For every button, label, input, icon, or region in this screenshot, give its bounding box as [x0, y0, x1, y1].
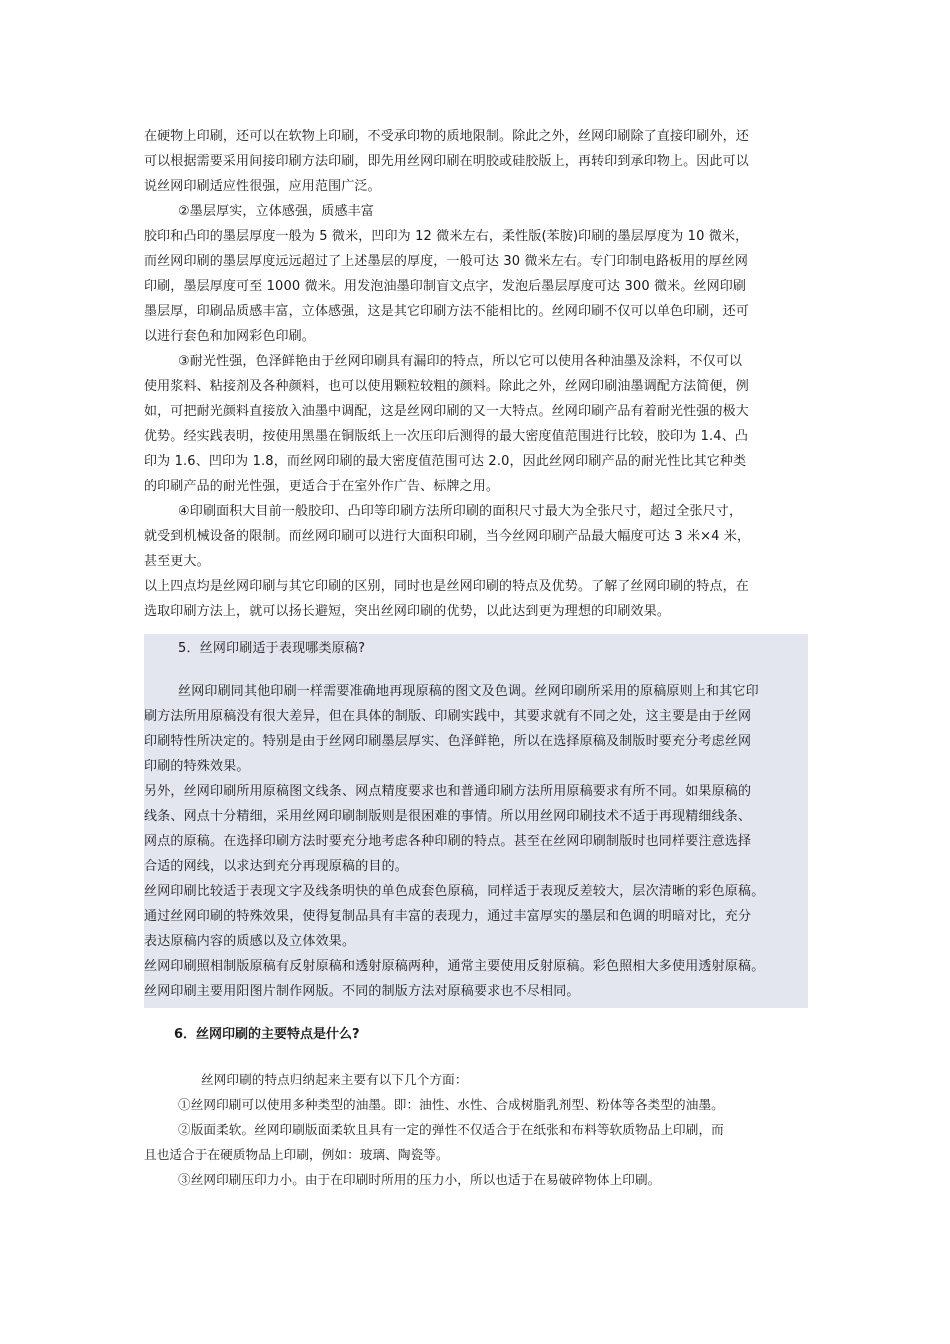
text-line: 丝网印刷同其他印刷一样需要准确地再现原稿的图文及色调。丝网印刷所采用的原稿原则上和其它印 — [178, 684, 759, 699]
text-line: ②版面柔软。丝网印刷版面柔软且具有一定的弹性不仅适合于在纸张和布料等软质物品上印刷，而 — [178, 1122, 724, 1137]
point2-heading: ②墨层厚实，立体感强，质感丰富 — [178, 204, 374, 219]
summary-paragraph — [144, 574, 808, 624]
text-line: 在硬物上印刷，还可以在软物上印刷，不受承印物的质地限制。除此之外，丝网印刷除了直接印刷外，还 — [144, 129, 749, 144]
text-line: 就受到机械设备的限制。而丝网印刷可以进行大面积印刷，当今丝网印刷产品最大幅度可达 3 米×4 米， — [144, 529, 751, 544]
text-line: 合适的网线，以求达到充分再现原稿的目的。 — [144, 859, 409, 874]
text-line: 丝网印刷的特点归纳起来主要有以下几个方面： — [201, 1072, 468, 1087]
text-line: 胶印和凸印的墨层厚度一般为 5 微米，凹印为 12 微米左右，柔性版(苯胺)印刷的墨层厚度为 10 微米， — [144, 229, 749, 244]
point4-section — [144, 499, 808, 574]
text-line: 而丝网印刷的墨层厚度远远超过了上述墨层的厚度，一般可达 30 微米左右。专门印制电路板用的厚丝网 — [144, 254, 749, 269]
text-line: 丝网印刷照相制版原稿有反射原稿和透射原稿两种，通常主要使用反射原稿。彩色照相大多使用透射原稿。 — [144, 959, 765, 974]
point2-section — [144, 199, 808, 349]
text-line: 以进行套色和加网彩色印刷。 — [144, 329, 315, 344]
intro-paragraph — [144, 124, 808, 199]
text-line: ④印刷面积大目前一般胶印、凸印等印刷方法所印刷的面积尺寸最大为全张尺寸，超过全张尺寸， — [178, 504, 743, 519]
text-line: ③丝网印刷压印力小。由于在印刷时所用的压力小，所以也适于在易破碎物体上印刷。 — [178, 1172, 661, 1187]
text-line: 且也适合于在硬质物品上印刷，例如：玻璃、陶瓷等。 — [144, 1147, 449, 1162]
text-line: 优势。经实践表明，按使用黑墨在铜版纸上一次压印后测得的最大密度值范围进行比较，胶印为 1.4、凸 — [144, 429, 749, 444]
text-line: 另外，丝网印刷所用原稿图文线条、网点精度要求也和普通印刷方法所用原稿要求有所不同。如果原稿的 — [144, 784, 752, 799]
text-line: 选取印刷方法上，就可以扬长避短，突出丝网印刷的优势，以此达到更为理想的印刷效果。 — [144, 604, 671, 619]
section5-block — [144, 634, 808, 1008]
text-line: 丝网印刷主要用阳图片制作网版。不同的制版方法对原稿要求也不尽相同。 — [144, 984, 580, 999]
text-line: 的印刷产品的耐光性强，更适合于在室外作广告、标牌之用。 — [144, 479, 500, 494]
text-line: 刷方法所用原稿没有很大差异，但在具体的制版、印刷实践中，其要求就有不同之处，这主要是由于丝网 — [144, 709, 752, 724]
text-line: ①丝网印刷可以使用多种类型的油墨。即：油性、水性、合成树脂乳剂型、粉体等各类型的油墨。 — [178, 1097, 724, 1112]
text-line: 甚至更大。 — [144, 554, 210, 569]
section6-block — [144, 1022, 808, 1192]
text-line: 印为 1.6、凹印为 1.8，而丝网印刷的最大密度值范围可达 2.0，因此丝网印刷产品的耐光性比其它种类 — [144, 454, 747, 469]
text-line: 以上四点均是丝网印刷与其它印刷的区别，同时也是丝网印刷的特点及优势。了解了丝网印刷的特点，在 — [144, 579, 749, 594]
document-page — [144, 124, 808, 1192]
text-line: 表达原稿内容的质感以及立体效果。 — [144, 934, 356, 949]
text-line: 墨层厚，印刷品质感丰富，立体感强，这是其它印刷方法不能相比的。丝网印刷不仅可以单色印刷，还可 — [144, 304, 749, 319]
text-line: 说丝网印刷适应性很强，应用范围广泛。 — [144, 179, 381, 194]
text-line: 如，可把耐光颜料直接放入油墨中调配，这是丝网印刷的又一大特点。丝网印刷产品有着耐光性强的极大 — [144, 404, 749, 419]
point3-section — [144, 349, 808, 499]
section6-title: 6．丝网印刷的主要特点是什么? — [174, 1027, 360, 1042]
text-line: 可以根据需要采用间接印刷方法印刷，即先用丝网印刷在明胶或硅胶版上，再转印到承印物上。因此可以 — [144, 154, 749, 169]
text-line: 印刷的特殊效果。 — [144, 759, 250, 774]
text-line: 网点的原稿。在选择印刷方法时要充分地考虑各种印刷的特点。甚至在丝网印刷制版时也同样要注意选择 — [144, 834, 752, 849]
text-line: 线条、网点十分精细，采用丝网印刷制版则是很困难的事情。所以用丝网印刷技术不适于再现精细线条、 — [144, 809, 752, 824]
section5-title: 5．丝网印刷适于表现哪类原稿? — [178, 641, 366, 656]
text-line: 印刷，墨层厚度可至 1000 微米。用发泡油墨印制盲文点字，发泡后墨层厚度可达 300 微米。丝网印刷 — [144, 279, 747, 294]
text-line: 丝网印刷比较适于表现文字及线条明快的单色成套色原稿，同样适于表现反差较大，层次清晰的彩色原稿。 — [144, 884, 765, 899]
text-line: 使用浆料、粘接剂及各种颜料，也可以使用颗粒较粗的颜料。除此之外，丝网印刷油墨调配方法简便，例 — [144, 379, 749, 394]
text-line: 印刷特性所决定的。特别是由于丝网印刷墨层厚实、色泽鲜艳，所以在选择原稿及制版时要充分考虑丝网 — [144, 734, 752, 749]
text-line: 通过丝网印刷的特殊效果，使得复制品具有丰富的表现力，通过丰富厚实的墨层和色调的明暗对比，充分 — [144, 909, 752, 924]
text-line: ③耐光性强，色泽鲜艳由于丝网印刷具有漏印的特点，所以它可以使用各种油墨及涂料，不仅可以 — [178, 354, 743, 369]
